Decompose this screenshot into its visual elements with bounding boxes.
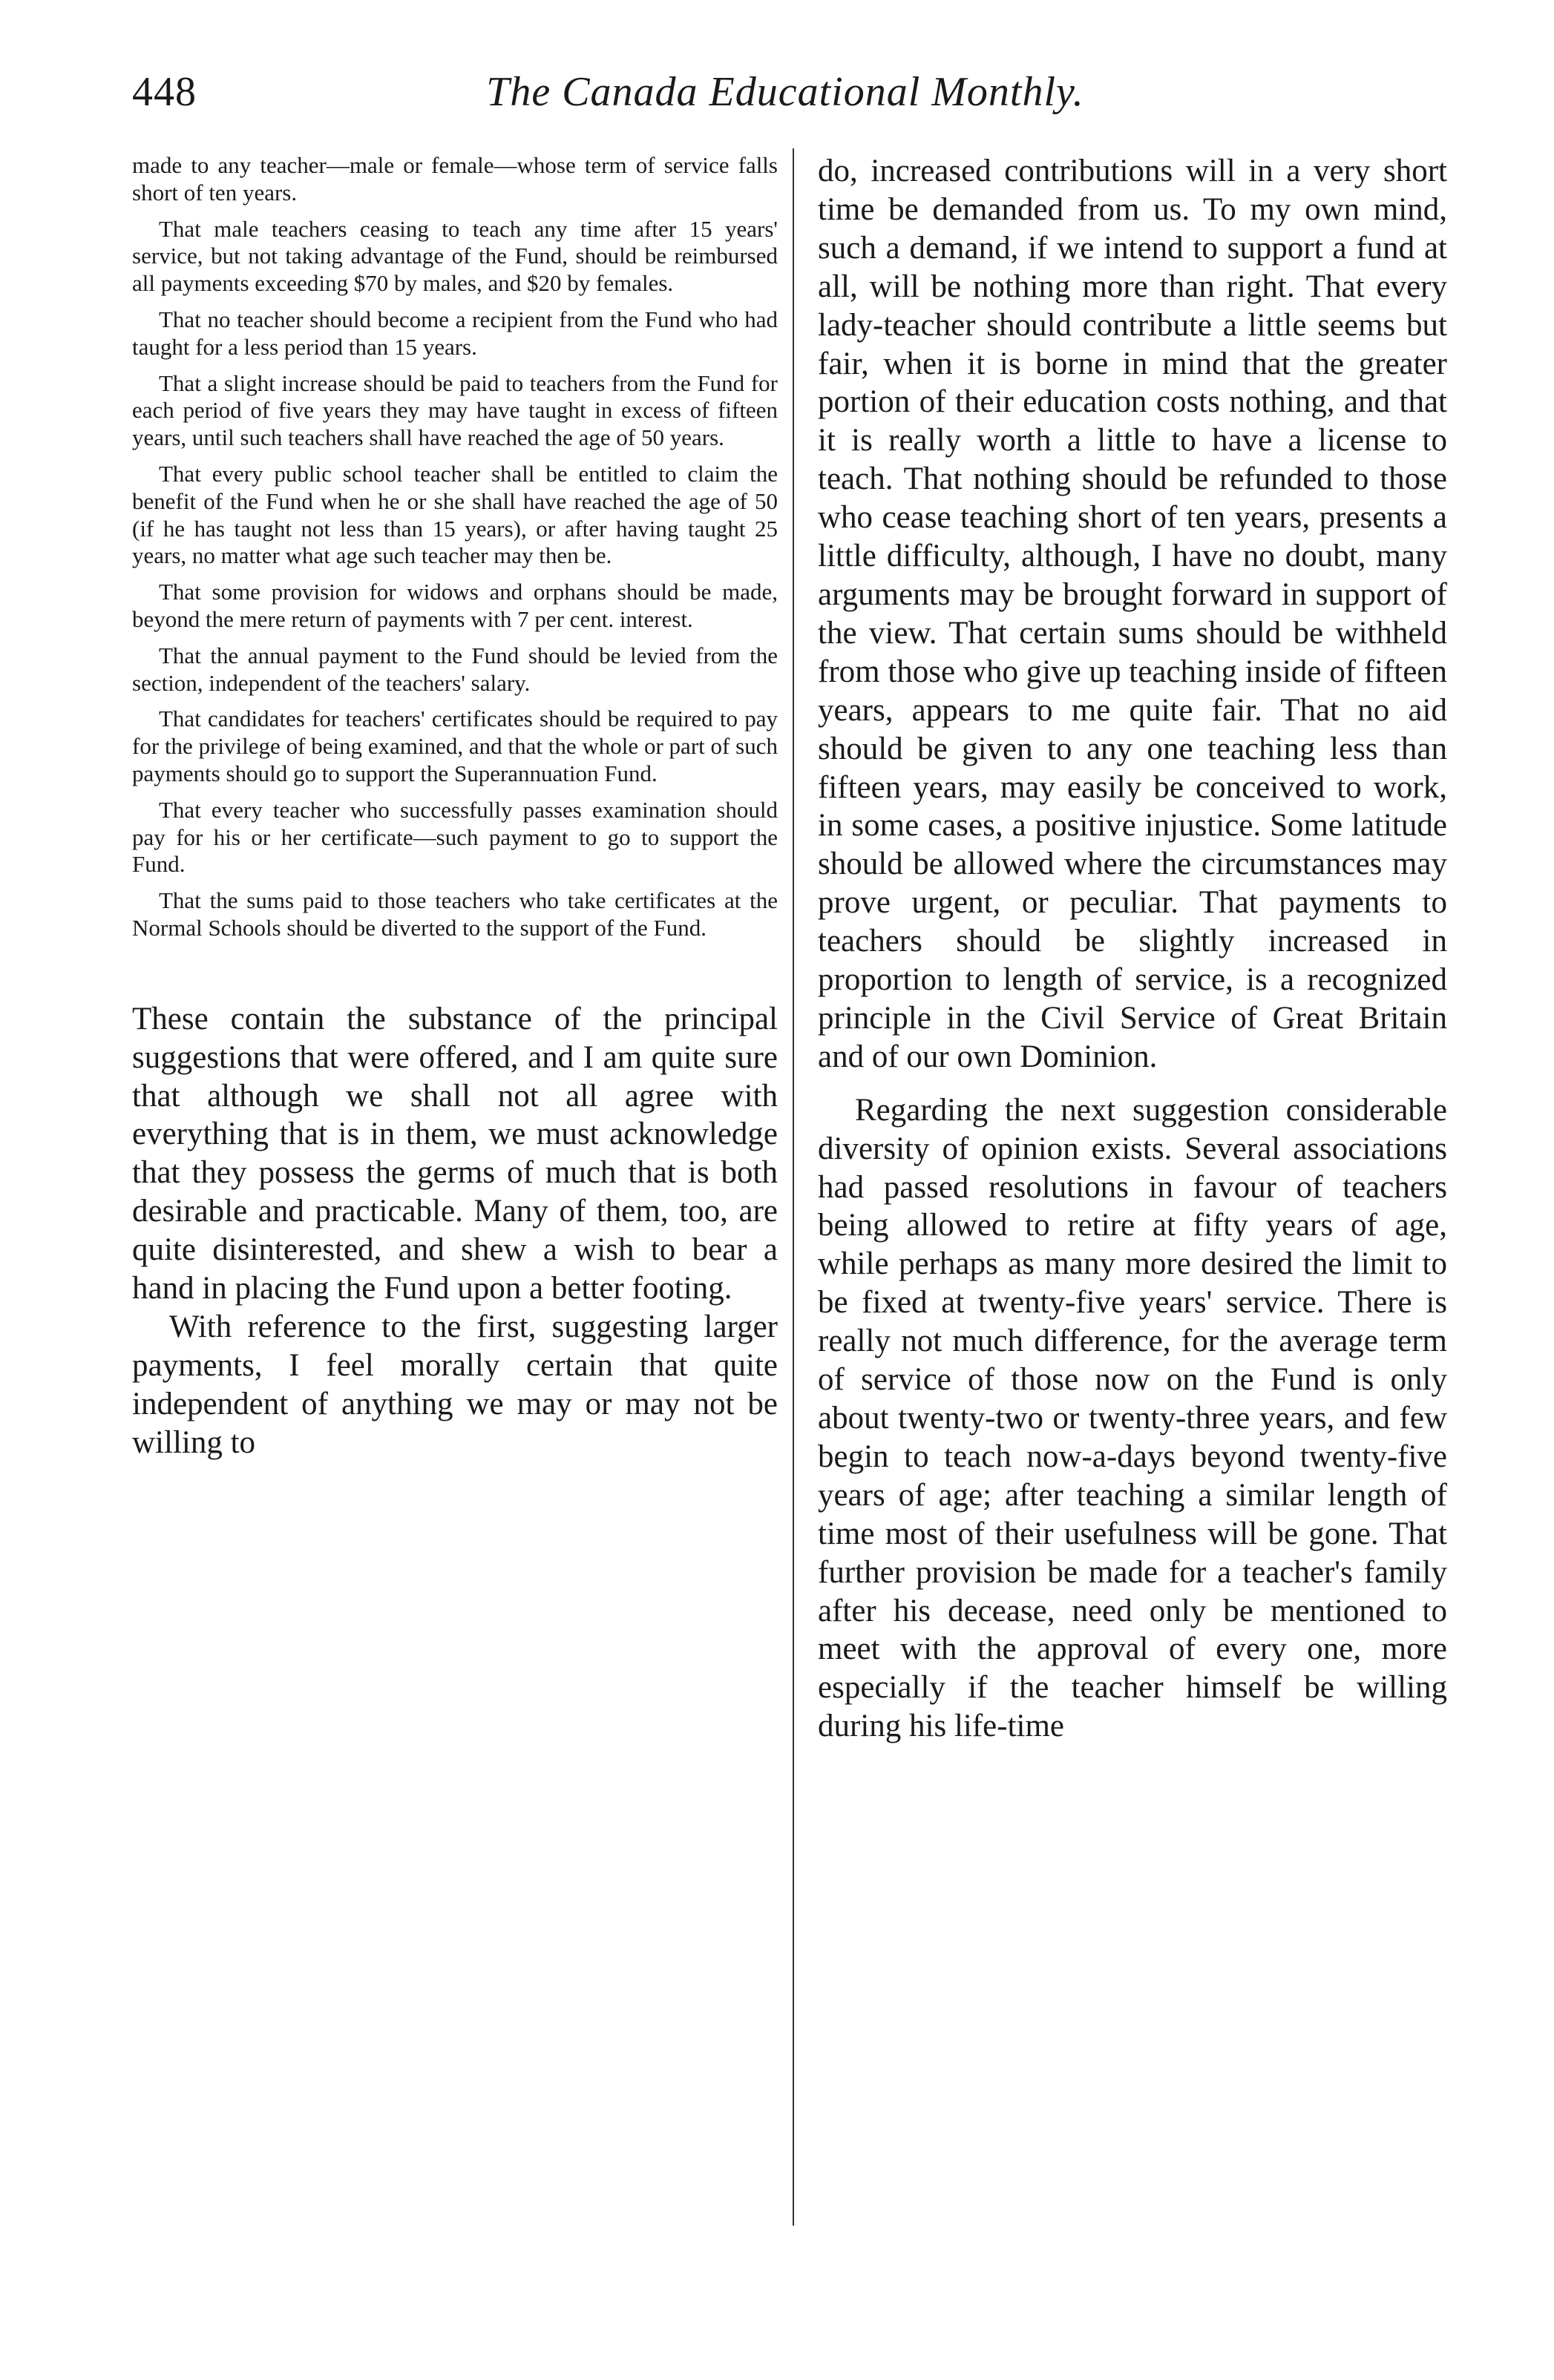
right-column (818, 152, 1447, 1746)
column-divider (793, 148, 794, 2226)
running-title: The Canada Educational Monthly. (486, 69, 1084, 115)
suggestion-paragraph: made to any teacher—male or female—whose term of service falls short of ten years. (132, 152, 778, 206)
suggestion-paragraph: That candidates for teachers' certificates should be required to pay for the privilege of being examined, and that the whole or part of such payments should go to support the Superannuation Fund. (132, 706, 778, 786)
body-paragraph: Regarding the next suggestion considerable diversity of opinion exists. Several associations had passed resolutions in favour of teachers being allowed to retire at fifty years of age, while perhaps as many more desired the limit to be fixed at twenty-five years' service. There is really not much difference, for the average term of service of those now on the Fund is only about twenty-two or twenty-three years, and few begin to teach now-a-days beyond twenty-five years of age; after teaching a similar length of time most of their usefulness will be gone. That further provision be made for a teacher's family after his decease, need only be mentioned to meet with the approval of every one, more especially if the teacher himself be willing during his life-time (818, 1092, 1447, 1744)
body-paragraph: do, increased contributions will in a very short time be demanded from us. To my own mind, such a demand, if we intend to support a fund at all, will be nothing more than right. That every lady-teacher should contribute a little seems but fair, when it is borne in mind that the greater portion of their education costs nothing, and that it is really worth a little to have a license to teach. That nothing should be refunded to those who cease teaching short of ten years, presents a little difficulty, although, I have no doubt, many arguments may be brought forward in support of the view. That certain sums should be withheld from those who give up teaching inside of fifteen years, appears to me quite fair. That no aid should be given to any one teaching less than fifteen years, may easily be conceived to work, in some cases, a positive injustice. Some latitude should be allowed where the circumstances may prove urgent, or peculiar. That payments to teachers should be slightly increased in proportion to length of service, is a recognized principle in the Civil Service of Great Britain and of our own Dominion. (818, 154, 1447, 1074)
suggestion-paragraph: That some provision for widows and orphans should be made, beyond the mere return of payments with 7 per cent. interest. (132, 579, 778, 632)
page-number: 448 (132, 69, 197, 115)
suggestion-paragraph: That the sums paid to those teachers who take certificates at the Normal Schools should be diverted to the support of the Fund. (132, 887, 778, 941)
suggestion-paragraph: That every public school teacher shall be entitled to claim the benefit of the Fund when he or she shall have reached the age of 50 (if he has taught not less than 15 years), or after having taught 25 years, no matter what age such teacher may then be. (132, 460, 778, 569)
suggestion-paragraph: That no teacher should become a recipient from the Fund who had taught for a less period than 15 years. (132, 306, 778, 360)
body-paragraph: With reference to the first, suggesting larger payments, I feel morally certain that quite independent of anything we may or may not be willing to (132, 1309, 778, 1460)
page-header (132, 68, 1438, 128)
suggestion-paragraph: That the annual payment to the Fund should be levied from the section, independent of the teachers' salary. (132, 642, 778, 696)
suggestions-list (132, 152, 778, 942)
suggestion-paragraph: That a slight increase should be paid to teachers from the Fund for each period of five years they may have taught in excess of fifteen years, until such teachers shall have reached the age of 50 years. (132, 369, 778, 451)
body-text-left (132, 1000, 778, 1462)
body-paragraph: These contain the substance of the principal suggestions that were offered, and I am quite sure that although we shall not all agree with everything that is in them, we must acknowledge that they possess the germs of much that is both desirable and practicable. Many of them, too, are quite disinterested, and shew a wish to bear a hand in placing the Fund upon a better footing. (132, 1001, 778, 1306)
left-column (132, 152, 778, 1462)
suggestion-paragraph: That male teachers ceasing to teach any time after 15 years' service, but not taking advantage of the Fund, should be reimbursed all payments exceeding $70 by males, and $20 by females. (132, 215, 778, 297)
suggestion-paragraph: That every teacher who successfully passes examination should pay for his or her certificate—such payment to go to support the Fund. (132, 796, 778, 878)
